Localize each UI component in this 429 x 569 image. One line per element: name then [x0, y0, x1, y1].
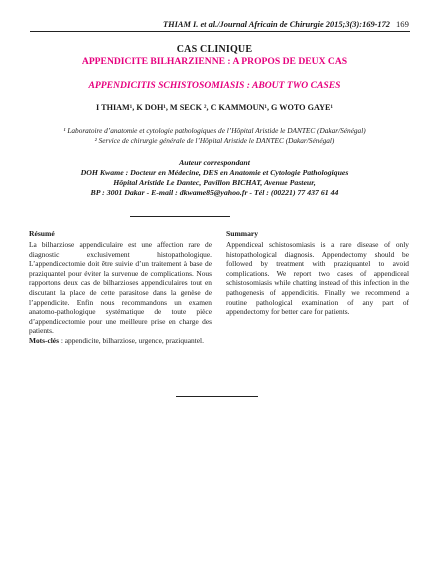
- header-rule: [30, 31, 410, 32]
- affiliation-2: ² Service de chirurgie générale de l’Hôpital Aristide le DANTEC (Dakar/Sénégal): [94, 136, 335, 145]
- title-french: APPENDICITE BILHARZIENNE : A PROPOS DE DEUX CAS: [81, 56, 348, 67]
- author-list: I THIAM¹, K DOH¹, M SECK ², C KAMMOUN¹, G WOTO GAYE¹: [96, 103, 333, 112]
- running-head: THIAM I. et al./Journal Africain de Chirurgie 2015;3(3):169-172: [163, 20, 390, 29]
- corresponding-author-line: DOH Kwame : Docteur en Médecine, DES en Anatomie et Cytologie Pathologiques: [80, 168, 349, 177]
- summary-column: [226, 229, 409, 317]
- keywords-label: Mots-clés: [29, 335, 59, 345]
- corresponding-author-line: Hôpital Aristide Le Dantec, Pavillon BICHAT, Avenue Pasteur,: [113, 178, 316, 187]
- divider-rule: [176, 396, 258, 397]
- resume-column: [29, 229, 212, 346]
- resume-body: La bilharziose appendiculaire est une affection rare de diagnostic exclusivement histopathologique. L’appendicectomie doit être suivie d’un traitement à base de praziquantel pour éviter la survenue de complications. Nous rapportons deux cas de bilharzioses appendiculaires tout en discutant la place de cette parasitose dans la genèse de l’appendicite. Enfin nous recommandons un examen anatomo-pathologique systématique de toute pièce d’appendicectomie pour une meilleure prise en charge des patients.: [29, 240, 212, 336]
- summary-heading: Summary: [226, 229, 259, 238]
- corresponding-author-label: Auteur correspondant: [179, 158, 250, 167]
- section-label: CAS CLINIQUE: [176, 44, 253, 55]
- divider-rule: [130, 216, 230, 217]
- corresponding-author-line: BP : 3001 Dakar - E-mail : dkwame85@yahoo.fr - Tél : (00221) 77 437 61 44: [90, 188, 339, 197]
- summary-body: Appendiceal schistosomiasis is a rare disease of only histopathological diagnosis. Appendectomy should be followed by treatment with praziquantel to avoid complications. We report two cases of appendiceal schistosomiasis while chatting instead of this infection in the pathogenesis of appendicitis. Finally we recommend a routine pathological examination of any part of appendectomy for better care for patients.: [226, 240, 409, 317]
- affiliation-1: ¹ Laboratoire d’anatomie et cytologie pathologiques de l’Hôpital Aristide le DANTEC (Dakar/Sénégal): [63, 126, 366, 135]
- title-english: APPENDICITIS SCHISTOSOMIASIS : ABOUT TWO CASES: [88, 80, 341, 91]
- keywords-paragraph: [29, 336, 212, 346]
- page-number: 169: [396, 19, 409, 29]
- resume-heading: Résumé: [29, 229, 55, 238]
- keywords-text: : appendicite, bilharziose, urgence, praziquantel.: [58, 335, 204, 345]
